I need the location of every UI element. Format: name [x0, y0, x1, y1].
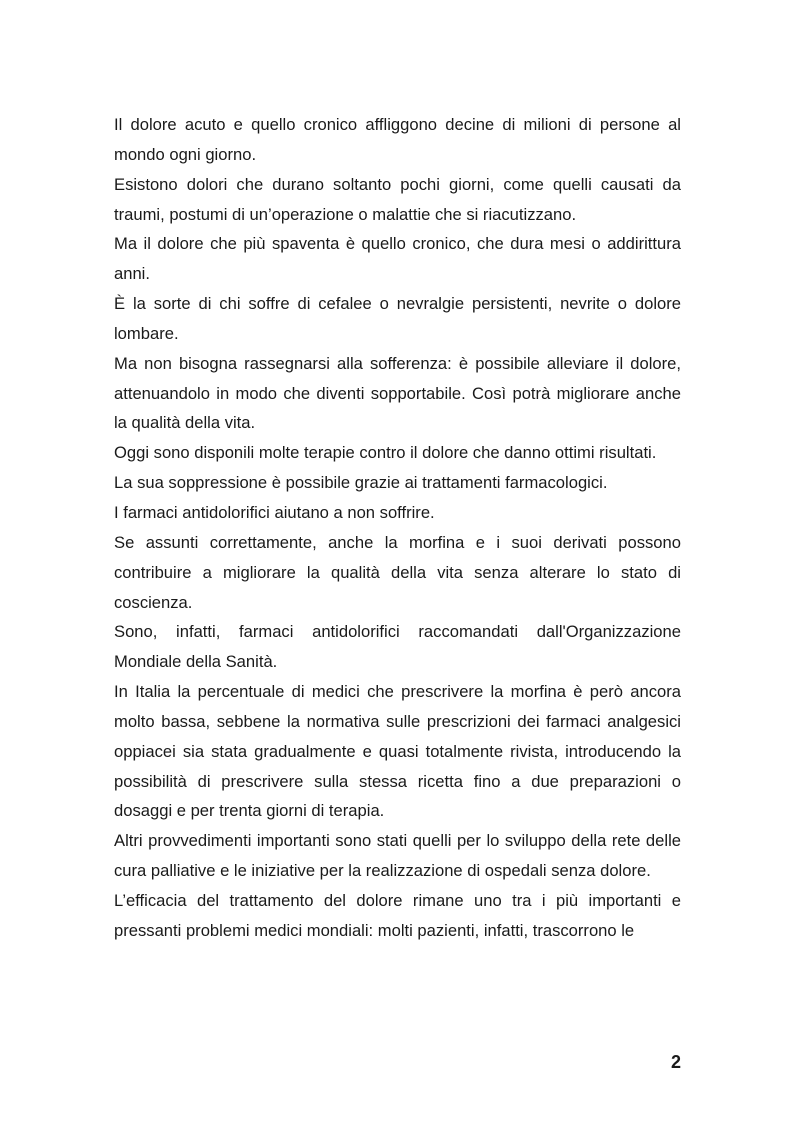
paragraph-5: Ma non bisogna rassegnarsi alla sofferenza: è possibile alleviare il dolore, attenuandolo in modo che diventi sopportabile. Così potrà migliorare anche la qualità della vita. [114, 353, 681, 433]
paragraph-6: Oggi sono disponili molte terapie contro il dolore che danno ottimi risultati. [114, 443, 657, 463]
paragraph-13: L’efficacia del trattamento del dolore rimane uno tra i più importanti e pressanti problemi medici mondiali: molti pazienti, infatti, trascorrono le [114, 890, 681, 940]
paragraph-11: In Italia la percentuale di medici che prescrivere la morfina è però ancora molto bassa, sebbene la normativa sulle prescrizioni dei farmaci analgesici oppiacei sia stata gradualmente e quasi totalmente rivista, introducendo la possibilità di prescrivere sulla stessa ricetta fino a due preparazioni o dosaggi e per trenta giorni di terapia. [114, 682, 681, 821]
paragraph-3: Ma il dolore che più spaventa è quello cronico, che dura mesi o addirittura anni. [114, 234, 681, 284]
paragraph-9: Se assunti correttamente, anche la morfina e i suoi derivati possono contribuire a migliorare la qualità della vita senza alterare lo stato di coscienza. [114, 532, 681, 612]
paragraph-2: Esistono dolori che durano soltanto pochi giorni, come quelli causati da traumi, postumi di un’operazione o malattie che si riacutizzano. [114, 174, 681, 224]
paragraph-7: La sua soppressione è possibile grazie ai trattamenti farmacologici. [114, 473, 608, 493]
page-number: 2 [670, 1052, 681, 1072]
paragraph-4: È la sorte di chi soffre di cefalee o nevralgie persistenti, nevrite o dolore lombare. [114, 294, 681, 343]
body-text [114, 110, 681, 946]
paragraph-8: I farmaci antidolorifici aiutano a non soffrire. [114, 502, 435, 522]
paragraph-12: Altri provvedimenti importanti sono stati quelli per lo sviluppo della rete delle cura palliative e le iniziative per la realizzazione di ospedali senza dolore. [114, 831, 681, 881]
paragraph-10: Sono, infatti, farmaci antidolorifici raccomandati dall'Organizzazione Mondiale della Sanità. [114, 622, 681, 672]
paragraph-1: Il dolore acuto e quello cronico affliggono decine di milioni di persone al mondo ogni giorno. [114, 115, 681, 164]
